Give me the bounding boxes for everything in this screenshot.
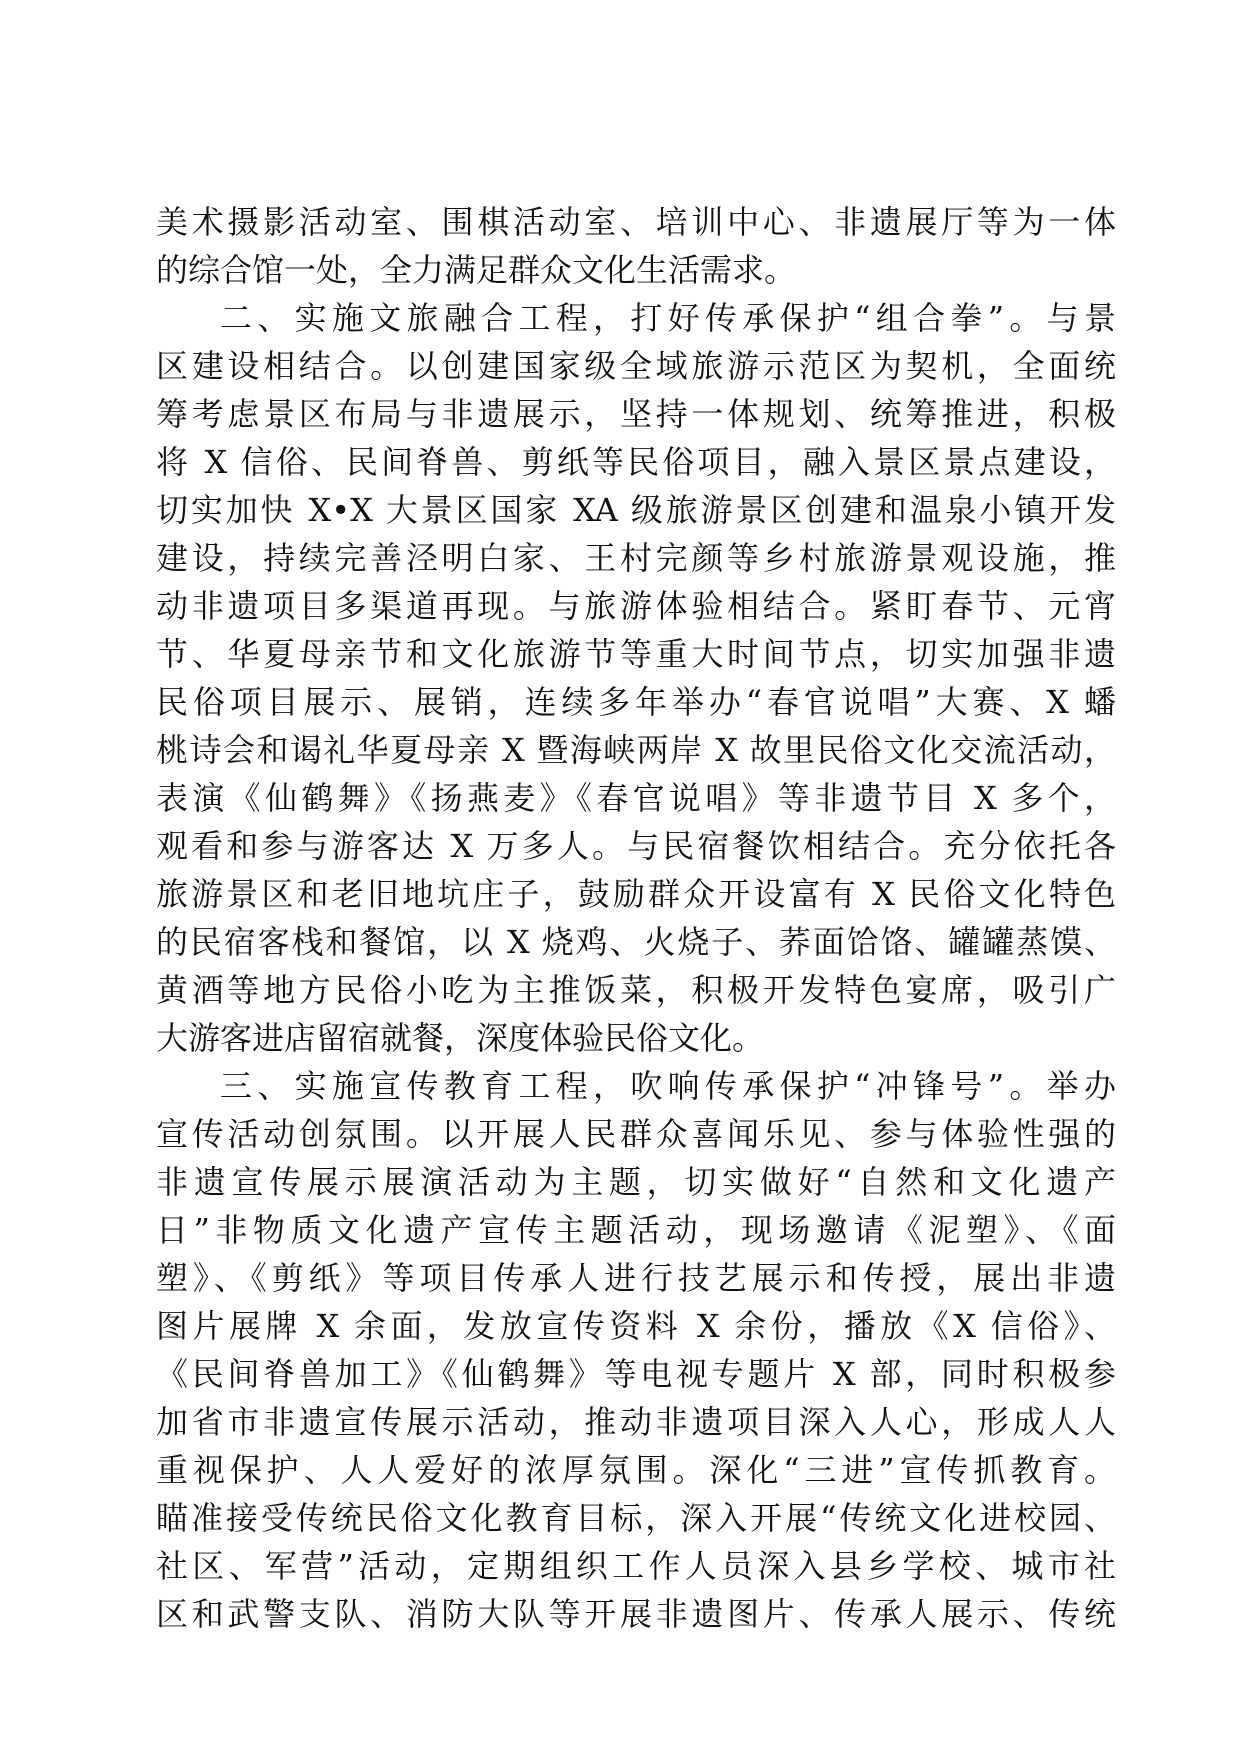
text-line: 动非遗项目多渠道再现。与旅游体验相结合。紧盯春节、元宵 xyxy=(156,587,1116,625)
text-line: 观看和参与游客达 X 万多人。与民宿餐饮相结合。充分依托各 xyxy=(156,827,1116,865)
text-line: 《民间脊兽加工》《仙鹤舞》等电视专题片 X 部，同时积极参 xyxy=(156,1355,1116,1393)
body-text xyxy=(156,198,1116,1638)
text-line: 区和武警支队、消防大队等开展非遗图片、传承人展示、传统 xyxy=(156,1595,1116,1633)
text-line: 表演《仙鹤舞》《扬燕麦》《春官说唱》等非遗节目 X 多个， xyxy=(156,779,1116,817)
text-line: 非遗宣传展示展演活动为主题，切实做好“自然和文化遗产 xyxy=(156,1163,1116,1201)
text-line: 黄酒等地方民俗小吃为主推饭菜，积极开发特色宴席，吸引广 xyxy=(156,971,1116,1009)
text-line: 二、实施文旅融合工程，打好传承保护“组合拳”。与景 xyxy=(220,299,1116,337)
text-line: 节、华夏母亲节和文化旅游节等重大时间节点，切实加强非遗 xyxy=(156,635,1116,673)
text-line: 塑》、《剪纸》等项目传承人进行技艺展示和传授，展出非遗 xyxy=(156,1259,1116,1297)
text-line: 民俗项目展示、展销，连续多年举办“春官说唱”大赛、X 蟠 xyxy=(156,683,1116,721)
text-line: 美术摄影活动室、围棋活动室、培训中心、非遗展厅等为一体 xyxy=(156,203,1116,241)
text-line: 宣传活动创氛围。以开展人民群众喜闻乐见、参与体验性强的 xyxy=(156,1115,1116,1153)
text-line: 重视保护、人人爱好的浓厚氛围。深化“三进”宣传抓教育。 xyxy=(156,1451,1116,1489)
text-line: 日”非物质文化遗产宣传主题活动，现场邀请《泥塑》、《面 xyxy=(156,1211,1116,1249)
text-line: 社区、军营”活动，定期组织工作人员深入县乡学校、城市社 xyxy=(156,1547,1116,1585)
text-line: 桃诗会和谒礼华夏母亲 X 暨海峡两岸 X 故里民俗文化交流活动， xyxy=(156,731,1116,769)
text-line: 区建设相结合。以创建国家级全域旅游示范区为契机，全面统 xyxy=(156,347,1116,385)
text-line: 筹考虑景区布局与非遗展示，坚持一体规划、统筹推进，积极 xyxy=(156,395,1116,433)
text-line: 建设，持续完善泾明白家、王村完颜等乡村旅游景观设施，推 xyxy=(156,539,1116,577)
text-line: 的综合馆一处，全力满足群众文化生活需求。 xyxy=(156,251,797,289)
text-line: 三、实施宣传教育工程，吹响传承保护“冲锋号”。举办 xyxy=(220,1067,1116,1105)
text-line: 图片展牌 X 余面，发放宣传资料 X 余份，播放《X 信俗》、 xyxy=(156,1307,1116,1345)
text-line: 加省市非遗宣传展示活动，推动非遗项目深入人心，形成人人 xyxy=(156,1403,1116,1441)
text-line: 瞄准接受传统民俗文化教育目标，深入开展“传统文化进校园、 xyxy=(156,1499,1116,1537)
text-line: 旅游景区和老旧地坑庄子，鼓励群众开设富有 X 民俗文化特色 xyxy=(156,875,1116,913)
text-line: 切实加快 X•X 大景区国家 XA 级旅游景区创建和温泉小镇开发 xyxy=(156,491,1116,529)
text-line: 大游客进店留宿就餐，深度体验民俗文化。 xyxy=(156,1019,765,1057)
text-line: 的民宿客栈和餐馆，以 X 烧鸡、火烧子、荞面饸饹、罐罐蒸馍、 xyxy=(156,923,1116,961)
text-line: 将 X 信俗、民间脊兽、剪纸等民俗项目，融入景区景点建设， xyxy=(156,443,1116,481)
